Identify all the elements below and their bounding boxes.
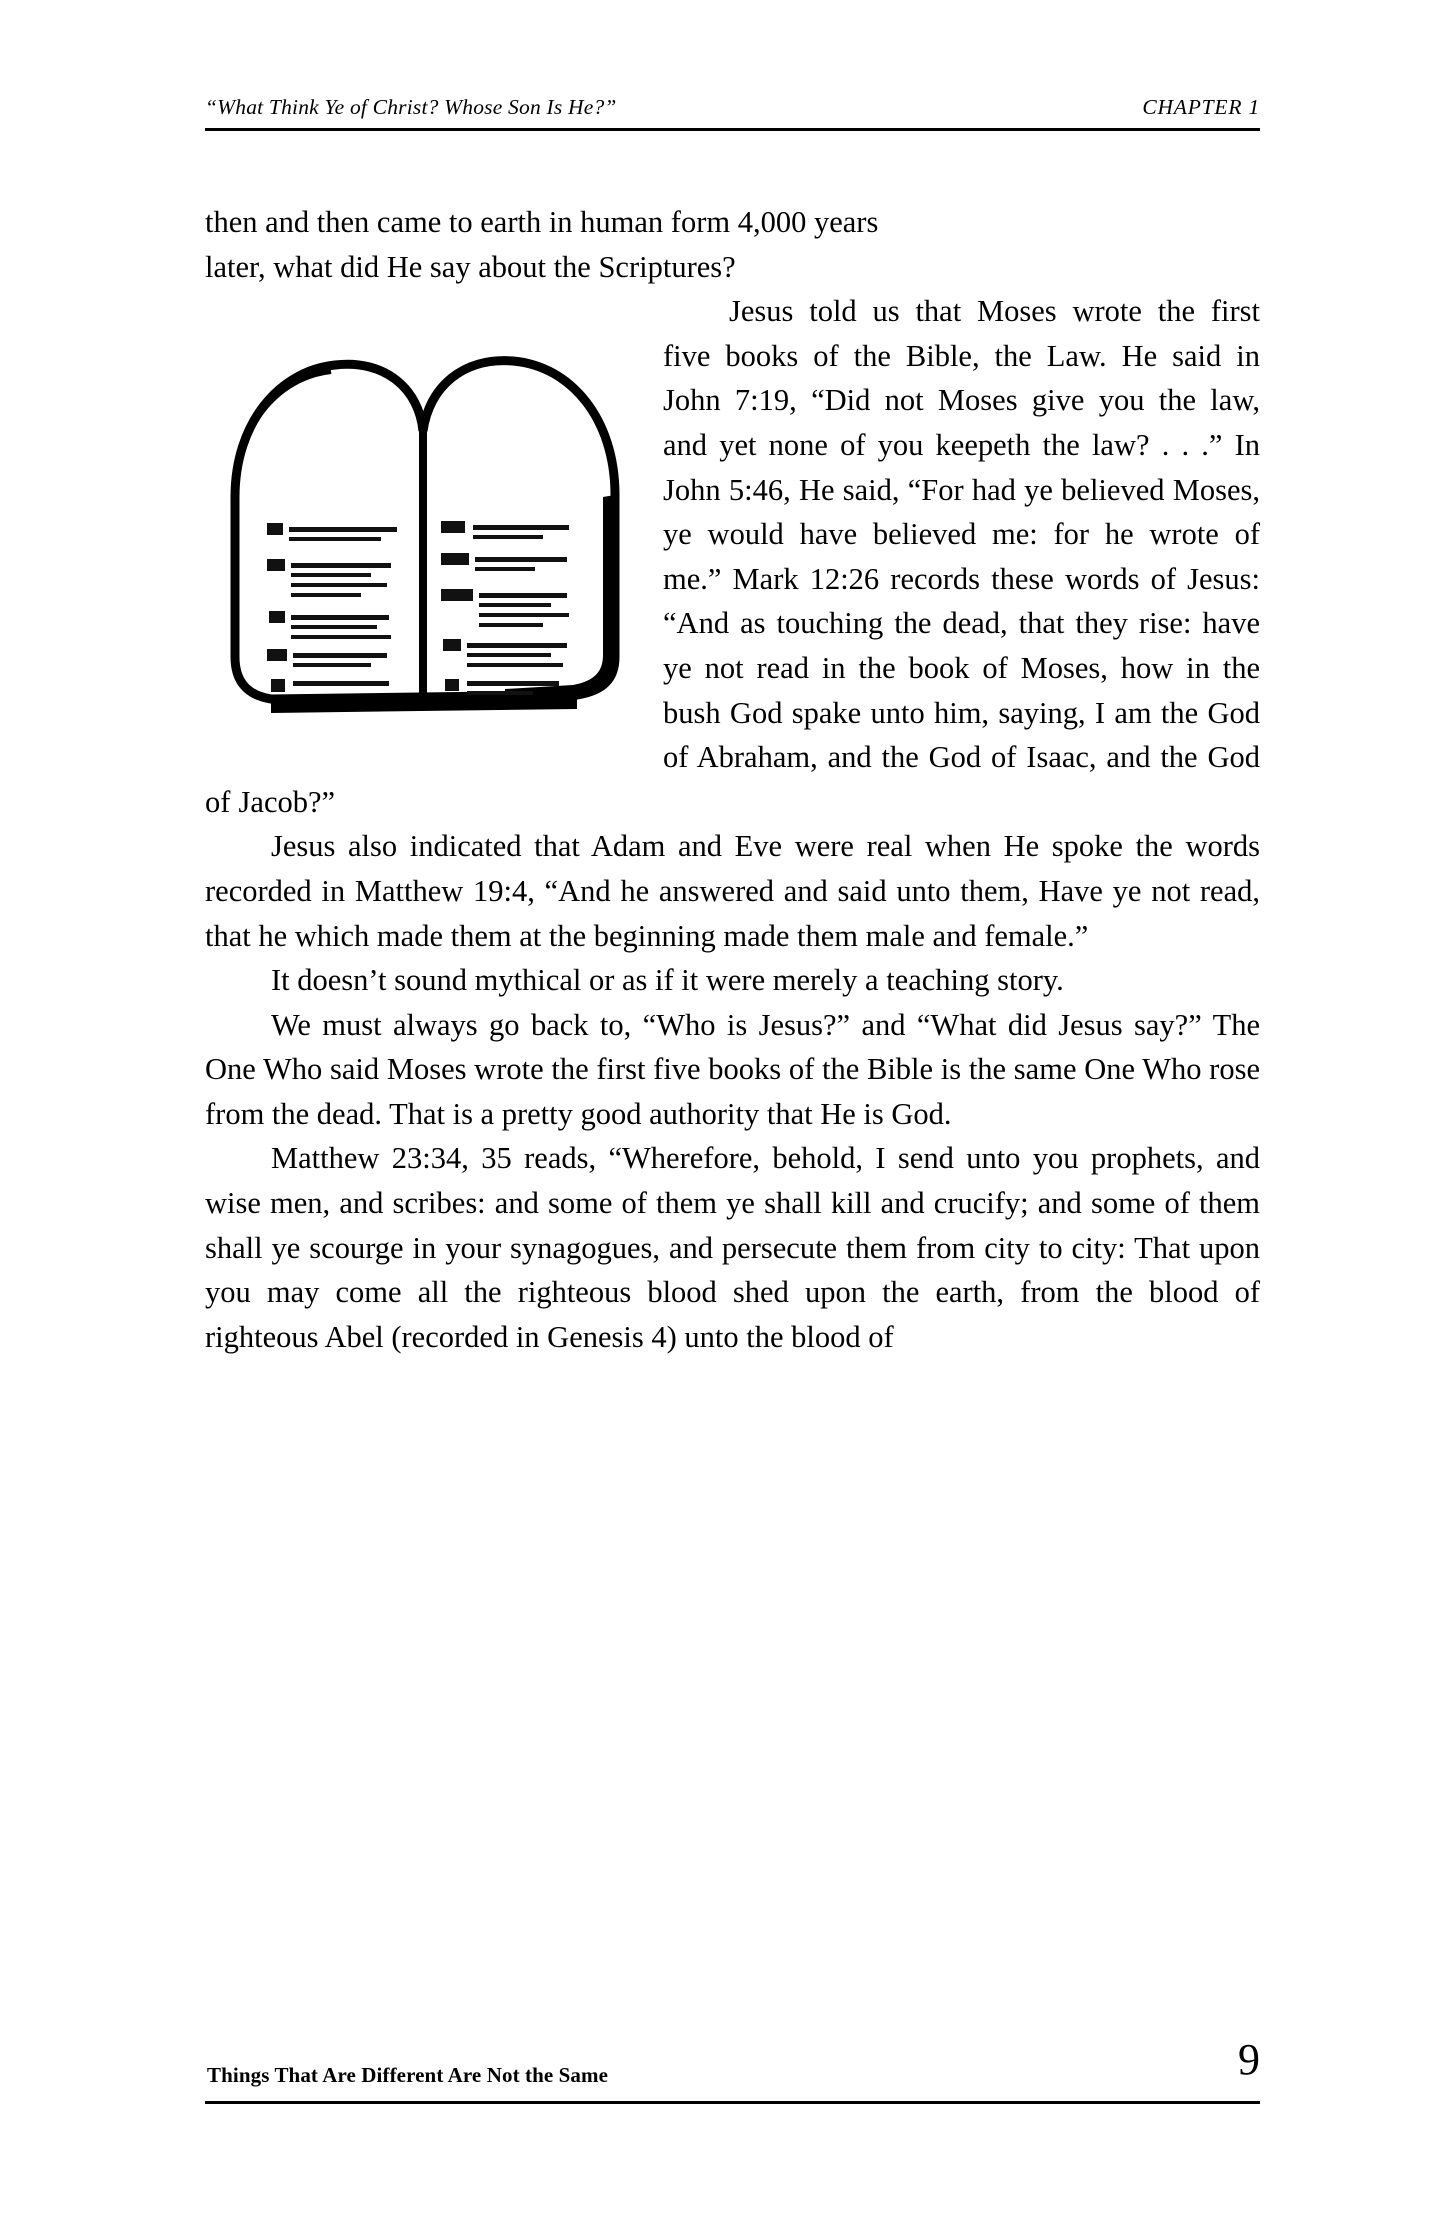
- page-number: 9: [1238, 2035, 1260, 2084]
- paragraph-1-line-1: then and then came to earth in human form 4,000 years: [205, 205, 879, 239]
- body-text: [205, 200, 1260, 1359]
- running-head-title: “What Think Ye of Christ? Whose Son Is He?”: [205, 95, 617, 119]
- paragraph-4: It doesn’t sound mythical or as if it were merely a teaching story.: [271, 963, 1064, 998]
- paragraph-2: Jesus told us that Moses wrote the first five books of the Bible, the Law. He said in John 7:19, “Did not Moses give you the law, and yet none of you keepeth the law? . . .” In John 5:46, He said, “For had ye believed Moses, ye would have believed me: for he wrote of me.” Mark 12:26 records these words of Jesus: “And as touching the dead, that they rise: have ye not read in the book of Moses, how in the bush God spake unto him, saying, I am the God of Abraham, and the God of Isaac, and the God of Jacob?”: [205, 294, 1260, 819]
- paragraph-5: We must always go back to, “Who is Jesus?” and “What did Jesus say?” The One Who said Moses wrote the first five books of the Bible is the same One Who rose from the dead. That is a pretty good authority that He is God.: [205, 1007, 1260, 1131]
- footer-divider: [205, 2101, 1260, 2104]
- paragraph-3: Jesus also indicated that Adam and Eve were real when He spoke the words recorded in Matthew 19:4, “And he answered and said unto them, Have ye not read, that he which made them at the beginning made them male and female.”: [205, 829, 1260, 953]
- header-divider: [205, 128, 1260, 131]
- illustration-figure: [205, 327, 641, 727]
- paragraph-6: Matthew 23:34, 35 reads, “Wherefore, behold, I send unto you prophets, and wise men, and scribes: and some of them ye shall kill and crucify; and some of them shall ye scourge in your synagogues, and persecute them from city to city: That upon you may come all the righteous blood shed upon the earth, from the blood of righteous Abel (recorded in Genesis 4) unto the blood of: [205, 1141, 1260, 1354]
- footer-book-title: Things That Are Different Are Not the Same: [207, 2063, 609, 2087]
- stone-tablets-icon: [205, 327, 641, 727]
- running-head: [205, 95, 1260, 120]
- paragraph-1-line-2: later, what did He say about the Scriptures?: [205, 249, 736, 284]
- running-head-chapter: CHAPTER 1: [1142, 95, 1260, 119]
- paragraph-1: [205, 200, 1260, 289]
